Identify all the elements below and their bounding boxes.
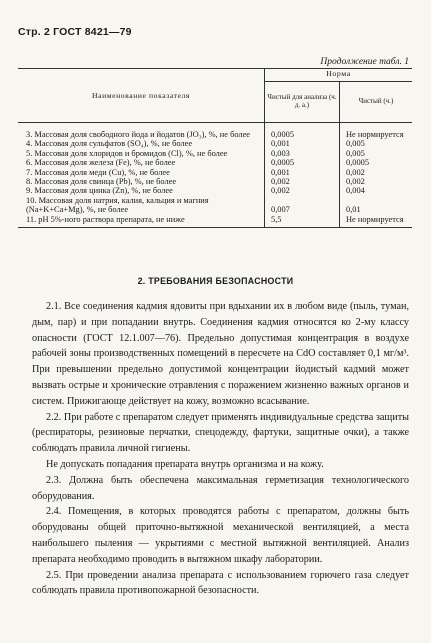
- paragraph-note: Не допускать попадания препарата внутрь организма и на кожу.: [46, 458, 324, 470]
- row-name: 11. pH 5%-ного раствора препарата, не ниже: [18, 215, 265, 228]
- table-row: [18, 130, 412, 139]
- row-value-grade-2: Не нормируется: [346, 130, 404, 139]
- paragraph-2-2: 2.2. При работе с препаратом следует применять индивидуальные средства защиты (респираторы, резиновые перчатки, спецодежду, фартуки, защитные очки), а также соблюдать правила личной гигиены.: [32, 411, 409, 455]
- row-name: 10. Массовая доля натрия, калия, кальция и магния (Na+K+Ca+Mg), %, не более: [18, 196, 265, 215]
- paragraph-2-5: 2.5. При проведении анализа препарата с использованием горючего газа следует соблюдать правила противопожарной безопасности.: [32, 569, 409, 597]
- row-name: 3. Массовая доля свободного йода и йодатов (JO₃), %, не более: [18, 130, 265, 139]
- row-name: 4. Массовая доля сульфатов (SO₄), %, не более: [18, 139, 265, 148]
- row-name: 5. Массовая доля хлоридов и бромидов (Cl), %, не более: [18, 149, 265, 158]
- row-value-grade-1: 0,001: [265, 139, 340, 148]
- row-name: 9. Массовая доля цинка (Zn), %, не более: [18, 186, 265, 195]
- table-row: [18, 149, 412, 158]
- row-name: 7. Массовая доля меди (Cu), %, не более: [18, 168, 265, 177]
- row-value-grade-2: Не нормируется: [340, 215, 413, 228]
- table-row: [18, 177, 412, 186]
- row-value-grade-2: 0,005: [346, 139, 365, 149]
- table-row: [18, 196, 412, 215]
- row-value-grade-1: 0,002: [265, 177, 340, 186]
- table-row: [18, 215, 412, 228]
- row-name: 8. Массовая доля свинца (Pb), %, не более: [18, 177, 265, 186]
- column-header-grade-2: Чистый (ч.): [340, 82, 413, 123]
- paragraph-2-3: 2.3. Должна быть обеспечена максимальная герметизация технологического оборудования.: [32, 474, 409, 502]
- section-title: 2. ТРЕБОВАНИЯ БЕЗОПАСНОСТИ: [137, 276, 294, 286]
- row-value-grade-2: 0,002: [346, 177, 365, 187]
- row-value-grade-1: 5,5: [265, 215, 340, 228]
- row-value-grade-1: 0,007: [265, 196, 340, 215]
- paragraph-2-4: 2.4. Помещения, в которых проводятся работы с препаратом, должны быть оборудованы общей приточно-вытяжной механической вентиляцией, а места наибольшего пыления — укрытиями с местной вытяжной вентиляцией. Анализ препарата необходимо проводить в вытяжном шкафу лаборатории.: [32, 506, 409, 565]
- table-header-row: [18, 69, 412, 82]
- column-header-name: Наименование показателя: [18, 69, 265, 123]
- page-header: Стр. 2 ГОСТ 8421—79: [18, 26, 132, 38]
- column-header-grade-1: Чистый для анализа (ч. д. а.): [265, 82, 340, 123]
- table-continuation-label: Продолжение табл. 1: [320, 57, 409, 67]
- section-body: [32, 299, 409, 599]
- paragraph-2-1: 2.1. Все соединения кадмия ядовиты при вдыхании их в любом виде (пыль, туман, дым, пар) и при попадании внутрь. Соединения кадмия относятся ко 2-му классу опасности (ГОСТ 12.1.007—76). Предельно допустимая концентрация в воздухе рабочей зоны производственных помещений в пересчете на CdO составляет 0,1 мг/м³. При превышении предельно допустимой концентрации йодистый кадмий может вызвать острые и хронические отравления с поражением жизненно важных органов и систем. Прижигающе действует на кожу, возможно всасывание.: [32, 301, 409, 407]
- row-value-grade-1: 0,002: [265, 186, 340, 195]
- row-value-grade-2: 0,004: [346, 186, 365, 196]
- row-value-grade-2: 0,005: [346, 148, 365, 158]
- table-row: [18, 158, 412, 167]
- row-value-grade-2: 0,01: [346, 205, 361, 215]
- row-value-grade-1: 0,0005: [265, 158, 340, 167]
- table-row: [18, 186, 412, 195]
- row-value-grade-1: 0,003: [265, 149, 340, 158]
- table-row: [18, 139, 412, 148]
- table-row: [18, 168, 412, 177]
- row-value-grade-2: 0,002: [346, 167, 365, 177]
- row-value-grade-1: 0,0005: [265, 130, 340, 139]
- row-name: 6. Массовая доля железа (Fe), %, не более: [18, 158, 265, 167]
- row-value-grade-1: 0,001: [265, 168, 340, 177]
- column-header-norm: Норма: [265, 69, 413, 82]
- row-value-grade-2: 0,0005: [346, 158, 370, 168]
- norms-table: [18, 68, 412, 228]
